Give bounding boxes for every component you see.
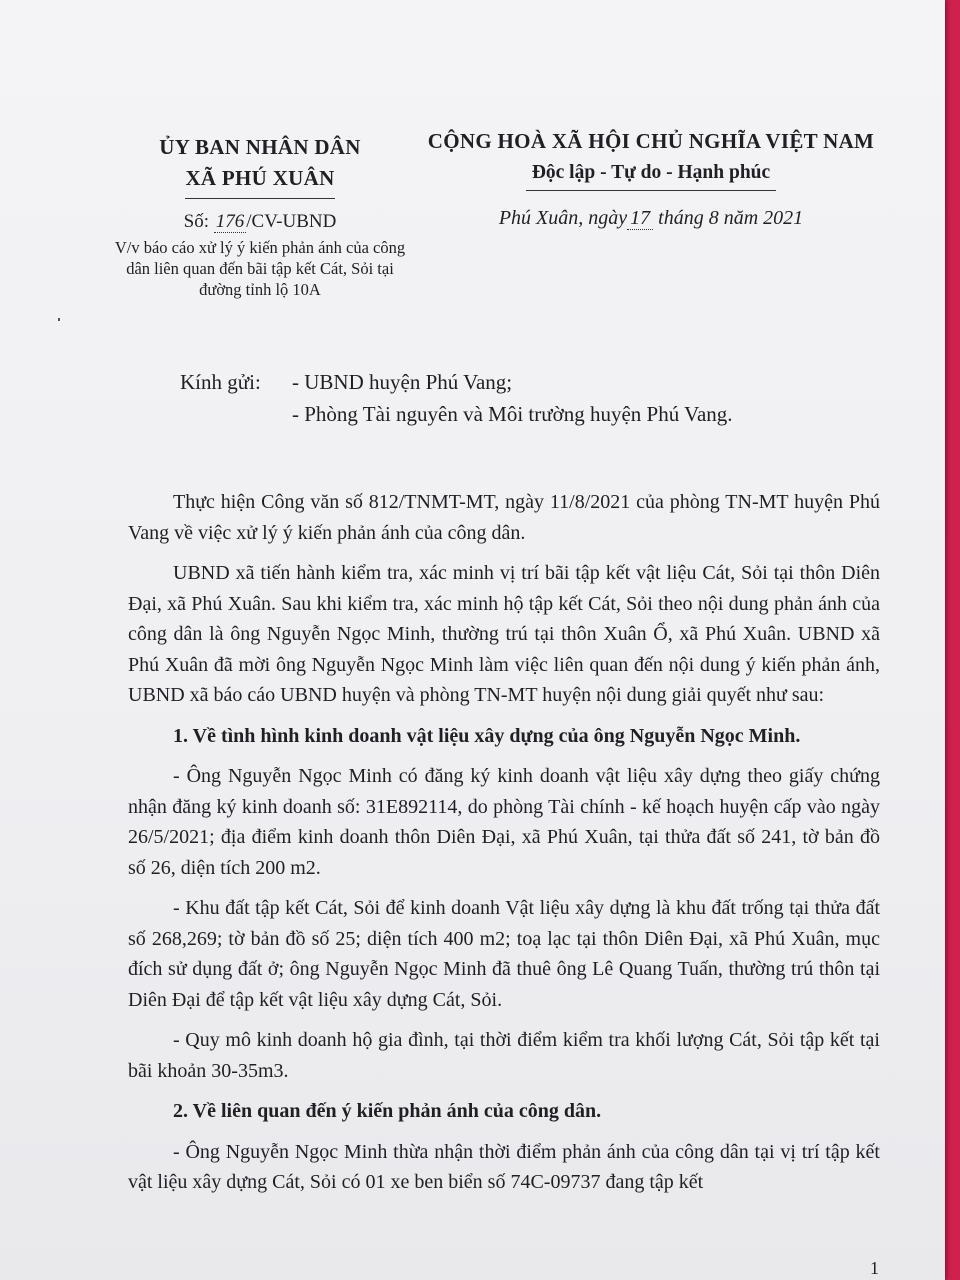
motto-underline — [526, 190, 776, 191]
ref-prefix: Số: — [183, 211, 209, 232]
date-place: Phú Xuân, ngày — [498, 207, 628, 229]
issuer-org-line2: XÃ PHÚ XUÂN — [185, 166, 335, 190]
issuer-block — [110, 132, 410, 300]
recipient-2: - Phòng Tài nguyên và Môi trường huyện Phú Vang. — [292, 402, 733, 426]
place-date-line — [412, 207, 890, 230]
document-body — [128, 487, 880, 1208]
motto: Độc lập - Tự do - Hạnh phúc — [531, 162, 771, 183]
recipient-1: - UBND huyện Phú Vang; — [292, 370, 513, 394]
reference-number-line — [110, 211, 410, 233]
subject-line: V/v báo cáo xử lý ý kiến phản ánh của công dân liên quan đến bãi tập kết Cát, Sỏi tại đường tỉnh lộ 10A — [114, 238, 406, 299]
section-heading-1: 1. Về tình hình kinh doanh vật liệu xây dựng của ông Nguyễn Ngọc Minh. — [173, 724, 801, 747]
addressee-label: Kính gửi: — [180, 370, 261, 394]
body-paragraph-1: Thực hiện Công văn số 812/TNMT-MT, ngày 11/8/2021 của phòng TN-MT huyện Phú Vang về việc xử lý ý kiến phản ánh của công dân. — [128, 491, 880, 544]
issuer-underline — [185, 198, 335, 199]
nation-title: CỘNG HOÀ XÃ HỘI CHỦ NGHĨA VIỆT NAM — [427, 129, 875, 153]
ref-suffix: /CV-UBND — [246, 211, 337, 232]
addressee-block — [180, 366, 733, 430]
date-rest: tháng 8 năm 2021 — [658, 207, 804, 229]
body-paragraph-6: - Ông Nguyễn Ngọc Minh thừa nhận thời điểm phản ánh của công dân tại vị trí tập kết vật liệu xây dựng Cát, Sỏi có 01 xe ben biển số 74C-09737 đang tập kết — [128, 1140, 880, 1193]
date-day: 17 — [627, 207, 653, 230]
body-paragraph-5: - Quy mô kinh doanh hộ gia đình, tại thời điểm kiểm tra khối lượng Cát, Sỏi tập kết tại bãi khoản 30-35m3. — [128, 1029, 880, 1082]
body-paragraph-2: UBND xã tiến hành kiểm tra, xác minh vị trí bãi tập kết vật liệu Cát, Sỏi tại thôn Diên Đại, xã Phú Xuân. Sau khi kiểm tra, xác minh hộ tập kết Cát, Sỏi theo nội dung phản ánh của công dân là ông Nguyễn Ngọc Minh, thường trú tại thôn Xuân Ổ, xã Phú Xuân. UBND xã Phú Xuân đã mời ông Nguyễn Ngọc Minh làm việc liên quan đến nội dung ý kiến phản ánh, UBND xã báo cáo UBND huyện và phòng TN-MT huyện nội dung giải quyết như sau: — [128, 562, 880, 706]
body-paragraph-3: - Ông Nguyễn Ngọc Minh có đăng ký kinh doanh vật liệu xây dựng theo giấy chứng nhận đăng ký kinh doanh số: 31E892114, do phòng Tài chính - kế hoạch huyện cấp vào ngày 26/5/2021; địa điểm kinh doanh thôn Diên Đại, xã Phú Xuân, tại thửa đất số 241, tờ bản đồ số 26, diện tích 200 m2. — [128, 765, 880, 879]
ref-number: 176 — [215, 211, 245, 232]
national-header — [412, 126, 890, 230]
issuer-org-line1: ỦY BAN NHÂN DÂN — [159, 135, 361, 159]
section-heading-2: 2. Về liên quan đến ý kiến phản ánh của công dân. — [173, 1100, 602, 1122]
paper-speck — [58, 318, 60, 321]
page-number: 1 — [870, 1258, 879, 1278]
body-paragraph-4: - Khu đất tập kết Cát, Sỏi để kinh doanh Vật liệu xây dựng là khu đất trống tại thửa đất số 268,269; tờ bản đồ số 25; diện tích 400 m2; toạ lạc tại thôn Diên Đại, xã Phú Xuân, mục đích sử dụng đất ở; ông Nguyễn Ngọc Minh đã thuê ông Lê Quang Tuấn, thường trú thôn tại Diên Đại để tập kết vật liệu xây dựng Cát, Sỏi. — [128, 897, 880, 1011]
